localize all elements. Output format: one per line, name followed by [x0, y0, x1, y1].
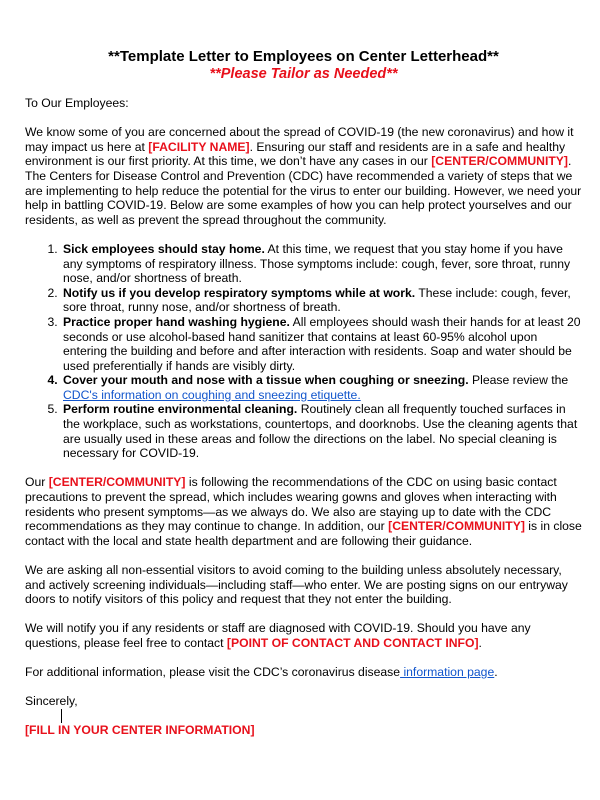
signature-placeholder: [FILL IN YOUR CENTER INFORMATION]: [25, 722, 255, 737]
list-item: [61, 402, 582, 460]
center-placeholder: [CENTER/COMMUNITY]: [388, 519, 525, 534]
center-placeholder: [CENTER/COMMUNITY]: [431, 154, 568, 169]
para2-text-3: is in close contact with the local and state health department and are following their guidance.: [25, 519, 582, 548]
para4-text-1: We will notify you if any residents or staff are diagnosed with COVID-19. Should you have any questions, please feel free to contact: [25, 621, 531, 650]
step-text: Please review the: [468, 373, 569, 388]
step-text: These include: cough, fever, sore throat, runny nose, and/or shortness of breath.: [63, 285, 571, 315]
text-cursor: [61, 709, 62, 723]
contact-placeholder: [POINT OF CONTACT AND CONTACT INFO]: [226, 635, 479, 650]
list-item: [61, 315, 582, 373]
para4-text-2: .: [478, 635, 482, 650]
intro-paragraph: [25, 125, 582, 227]
list-item: [61, 242, 582, 286]
step-text: Routinely clean all frequently touched surfaces in the workplace, such as workstations, countertops, and doorknobs. Use the cleaning agents that are usually used in these areas and follow the directions on the label. No special cleaning is necessary for COVID-19.: [63, 402, 578, 461]
information-page-link[interactable]: information page: [400, 665, 495, 680]
para2-text-1: Our: [25, 475, 49, 490]
step-text: At this time, we request that you stay home if you have any symptoms of respiratory illness. Those symptoms include: cough, fever, sore throat, runny nose, and/or shortness of breath.: [63, 241, 571, 286]
step-text: All employees should wash their hands for at least 20 seconds or use alcohol-based hand sanitizer that contains at least 60-95% alcohol upon entering the building and before and after interaction with residents. Soap and water should be used preferentially if hands are visibly dirty.: [63, 314, 581, 373]
letter-title: **Template Letter to Employees on Center Letterhead**: [108, 48, 499, 65]
center-placeholder: [CENTER/COMMUNITY]: [48, 475, 186, 490]
closing: Sincerely,: [25, 694, 78, 709]
intro-text-3: . The Centers for Disease Control and Prevention (CDC) have recommended a variety of steps that we are implementing to help reduce the potential for the virus to enter our building. However, we need your help in battling COVID-19. Below are some examples of how you can help protect yourselves and our residents, as well as prevent the spread throughout the community.: [25, 154, 582, 227]
list-item: [61, 286, 582, 315]
step-heading: Perform routine environmental cleaning.: [63, 402, 298, 417]
para2-text-2: is following the recommendations of the CDC on using basic contact precautions to prevent the spread, which includes wearing gowns and gloves when interacting with residents who present symptoms—as we always do. We also are staying up to date with the CDC recommendations as they may continue to change. In addition, our: [25, 475, 557, 534]
steps-list: [25, 242, 582, 461]
letter-subtitle: **Please Tailor as Needed**: [209, 66, 398, 82]
intro-text-2: . Ensuring our staff and residents are in a safe and healthy environment is our first priority. At this time, we don’t have any cases in our: [25, 139, 566, 169]
step-heading: Sick employees should stay home.: [63, 241, 265, 256]
para5-text-2: .: [494, 665, 498, 680]
step-heading: Practice proper hand washing hygiene.: [63, 314, 290, 329]
para5-text-1: For additional information, please visit the CDC’s coronavirus disease: [25, 665, 401, 680]
salutation: To Our Employees:: [25, 96, 129, 110]
step-heading: Cover your mouth and nose with a tissue when coughing or sneezing.: [63, 373, 469, 388]
facility-placeholder: [FACILITY NAME]: [148, 139, 250, 154]
list-item: [61, 373, 582, 402]
visitors-paragraph: We are asking all non-essential visitors to avoid coming to the building unless absolutely necessary, and actively screening individuals—including staff—who enter. We are posting signs on our entryway doors to notify visitors of this policy and request that they not enter the building.: [25, 563, 568, 607]
notify-paragraph: [25, 621, 582, 650]
step-heading: Notify us if you develop respiratory symptoms while at work.: [63, 285, 416, 300]
intro-text-1: We know some of you are concerned about the spread of COVID-19 (the new coronavirus) and how it may impact us here at: [25, 125, 574, 154]
cough-etiquette-link[interactable]: CDC's information on coughing and sneezing etiquette.: [63, 387, 361, 402]
info-paragraph: [25, 665, 582, 680]
precautions-paragraph: [25, 475, 582, 548]
